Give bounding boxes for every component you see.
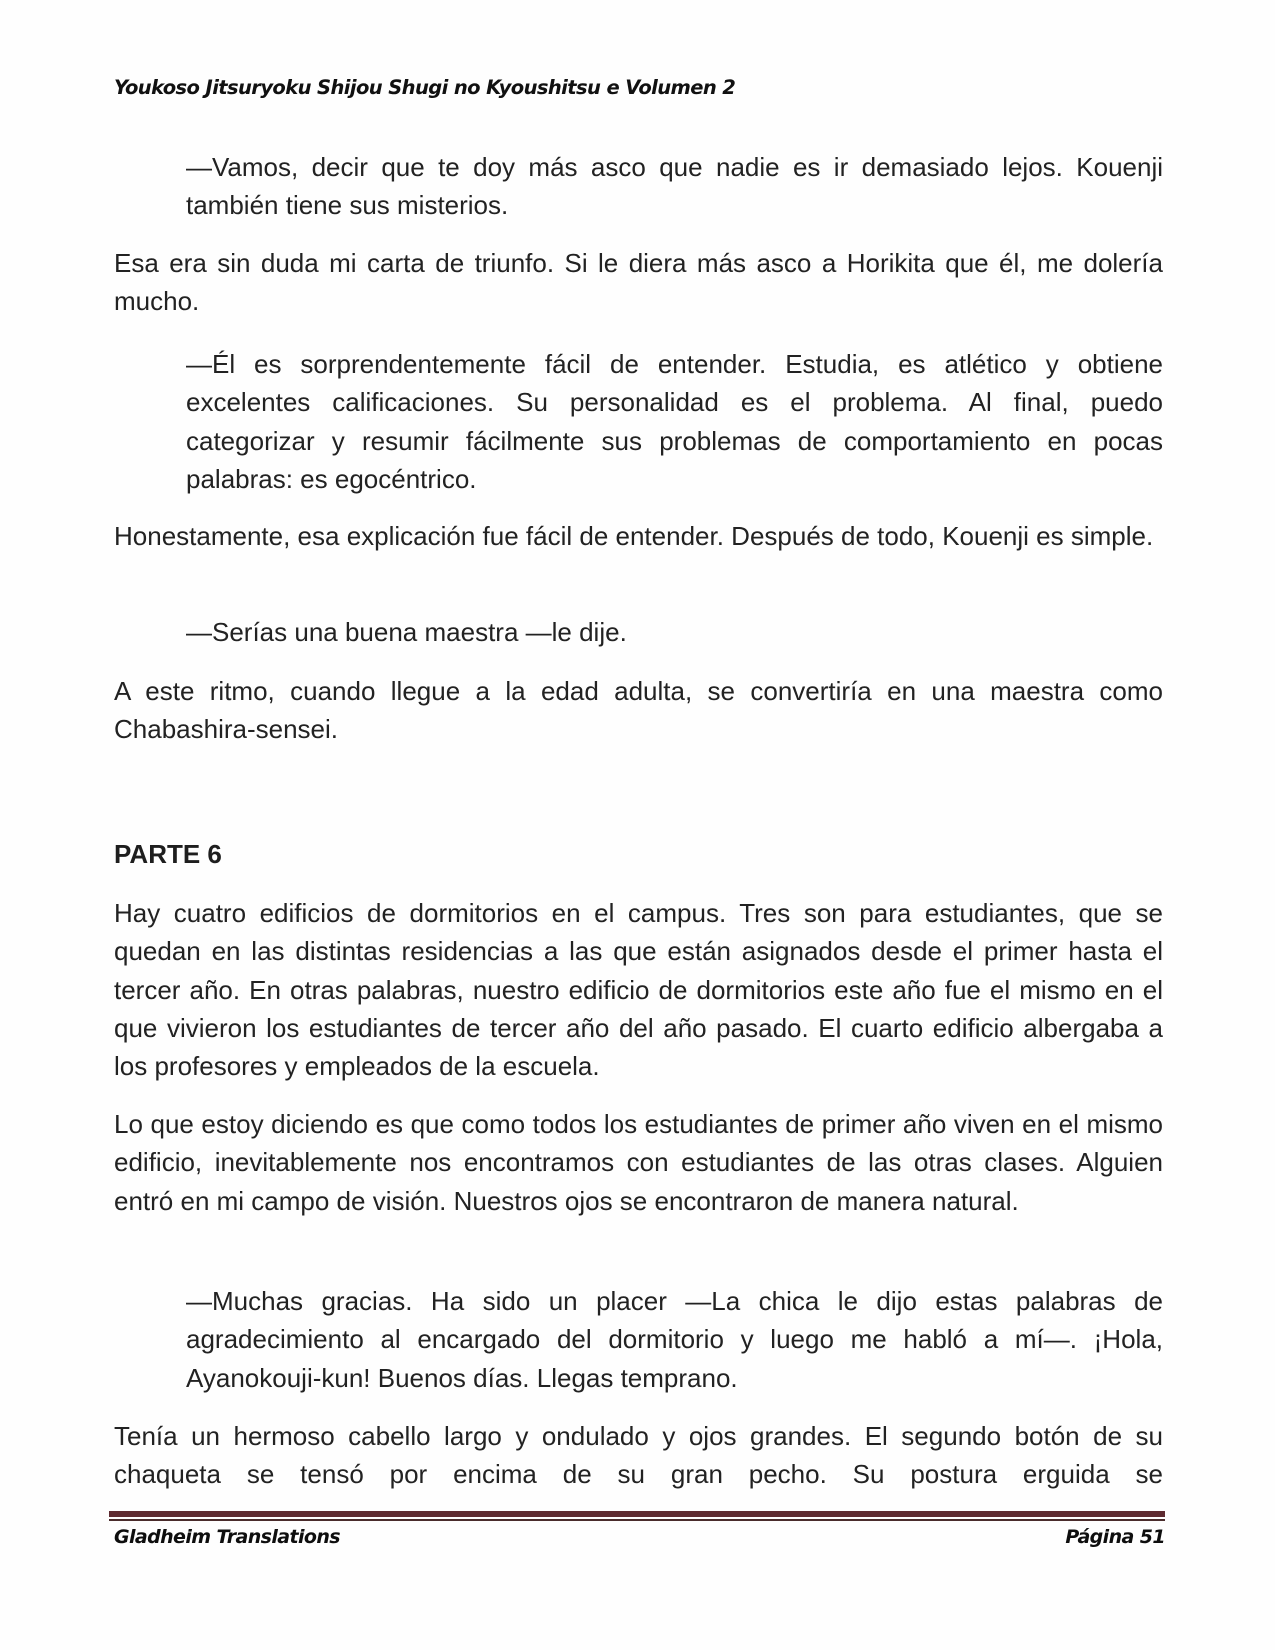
footer-publisher: Gladheim Translations bbox=[114, 1526, 340, 1548]
footer-rule-thin bbox=[109, 1519, 1165, 1521]
dialogue-paragraph: —Vamos, decir que te doy más asco que nadie es ir demasiado lejos. Kouenji también tiene sus misterios. bbox=[186, 152, 1163, 221]
footer-page-number: Página 51 bbox=[1065, 1526, 1165, 1548]
body-paragraph: Hay cuatro edificios de dormitorios en el campus. Tres son para estudiantes, que se quedan en las distintas residencias a las que están asignados desde el primer hasta el tercer año. En otras palabras, nuestro edificio de dormitorios este año fue el mismo en el que vivieron los estudiantes de tercer año del año pasado. El cuarto edificio albergaba a los profesores y empleados de la escuela. bbox=[114, 898, 1163, 1082]
running-header-title: Youkoso Jitsuryoku Shijou Shugi no Kyoushitsu e Volumen 2 bbox=[114, 76, 736, 99]
body-paragraph: A este ritmo, cuando llegue a la edad adulta, se convertiría en una maestra como Chabashira-sensei. bbox=[114, 676, 1163, 745]
body-paragraph: Esa era sin duda mi carta de triunfo. Si le diera más asco a Horikita que él, me dolería mucho. bbox=[114, 248, 1163, 317]
body-paragraph: Honestamente, esa explicación fue fácil de entender. Después de todo, Kouenji es simple. bbox=[114, 521, 1154, 551]
body-paragraph-continued: Tenía un hermoso cabello largo y ondulado y ojos grandes. El segundo botón de su chaqueta se tensó por encima de su gran pecho. Su postura erguida se bbox=[114, 1421, 1163, 1490]
dialogue-paragraph: —Muchas gracias. Ha sido un placer —La chica le dijo estas palabras de agradecimiento al encargado del dormitorio y luego me habló a mí—. ¡Hola, Ayanokouji-kun! Buenos días. Llegas temprano. bbox=[186, 1286, 1163, 1393]
footer-rule-thick bbox=[109, 1511, 1165, 1517]
section-heading: PARTE 6 bbox=[114, 839, 222, 869]
dialogue-paragraph: —Serías una buena maestra —le dije. bbox=[186, 617, 627, 647]
body-paragraph: Lo que estoy diciendo es que como todos los estudiantes de primer año viven en el mismo edificio, inevitablemente nos encontramos con estudiantes de las otras clases. Alguien entró en mi campo de visión. Nuestros ojos se encontraron de manera natural. bbox=[114, 1109, 1163, 1216]
dialogue-paragraph: —Él es sorprendentemente fácil de entender. Estudia, es atlético y obtiene excelentes calificaciones. Su personalidad es el problema. Al final, puedo categorizar y resumir fácilmente sus problemas de comportamiento en pocas palabras: es egocéntrico. bbox=[186, 349, 1163, 494]
